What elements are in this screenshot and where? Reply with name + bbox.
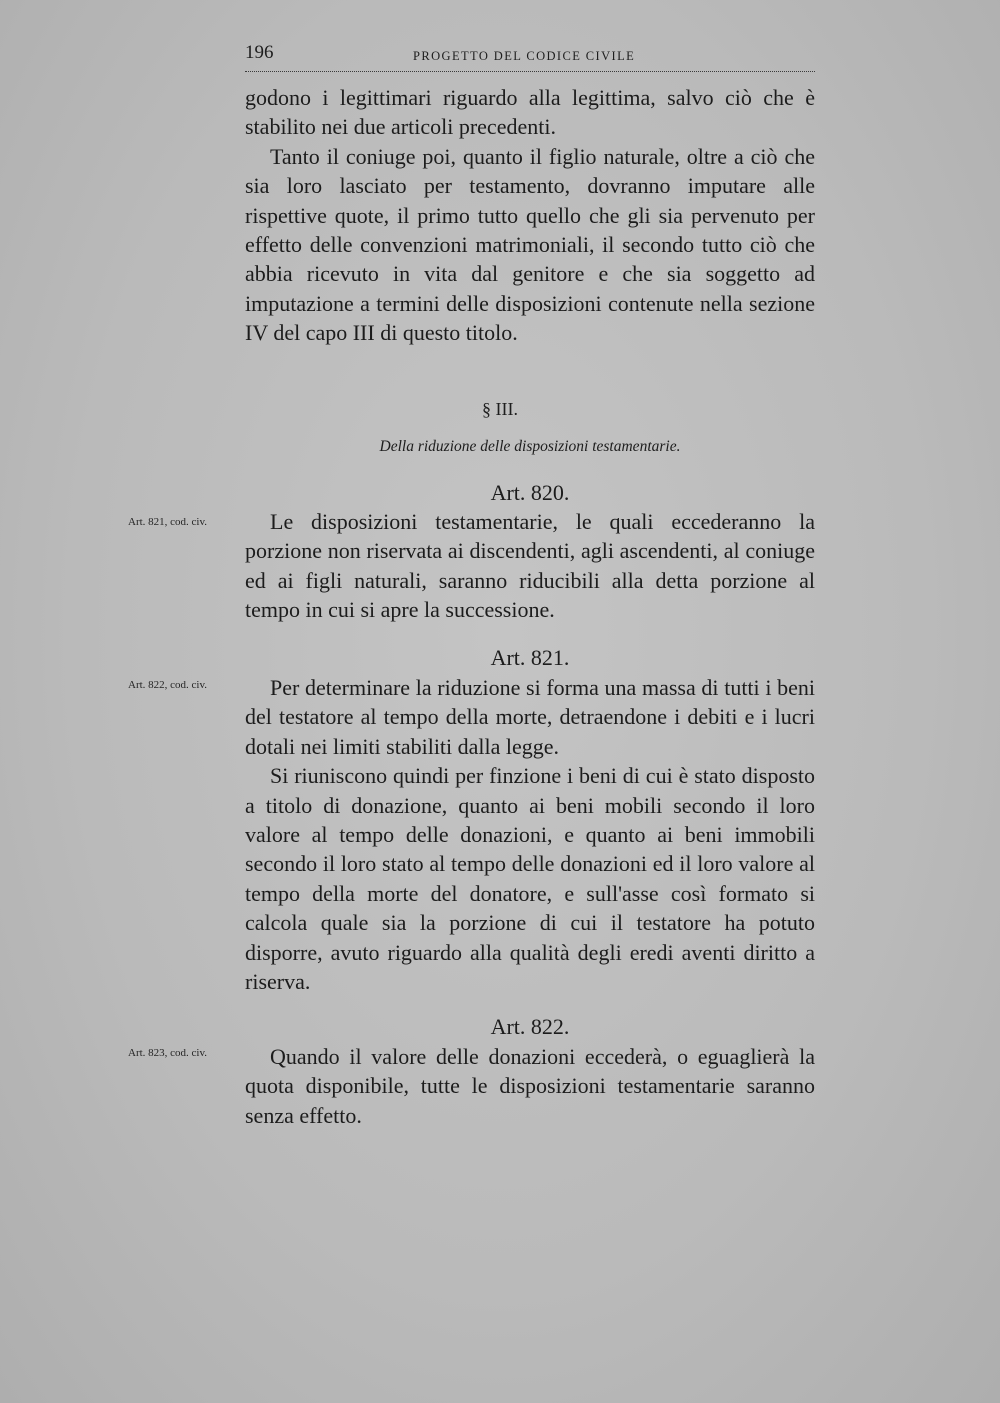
- header-rule: [245, 71, 815, 72]
- page-header: [245, 42, 815, 72]
- running-title: PROGETTO DEL CODICE CIVILE: [413, 49, 636, 63]
- marginal-note: Art. 823, cod. civ.: [128, 1047, 208, 1059]
- article-body: [245, 1042, 815, 1130]
- article-body: [245, 507, 815, 625]
- section-mark: § III.: [482, 399, 518, 419]
- marginal-note: Art. 822, cod. civ.: [128, 679, 208, 691]
- marginal-note: Art. 821, cod. civ.: [128, 516, 208, 528]
- page-number: 196: [245, 42, 274, 63]
- paragraph: Si riuniscono quindi per finzione i beni di cui è stato disposto a titolo di donazione, quanto ai beni mobili secondo il loro valore al tempo delle donazioni, e quanto ai beni immobili secondo il loro stato al tempo delle donazioni ed il loro valore al tempo della morte del donatore, e sull'asse così formato si calcola quale sia la porzione di cui il testatore ha potuto disporre, avuto riguardo alla qualità degli eredi aventi diritto a riserva.: [245, 763, 815, 995]
- paragraph: Tanto il coniuge poi, quanto il figlio naturale, oltre a ciò che sia loro lasciato per testamento, dovranno imputare alle rispettive quote, il primo tutto quello che gli sia pervenuto per effetto delle convenzioni matrimoniali, il secondo tutto ciò che abbia ricevuto in vita dal genitore e che sia soggetto ad imputazione a termini delle disposizioni contenute nella sezione IV del capo III di questo titolo.: [245, 143, 815, 346]
- paragraph: godono i legittimari riguardo alla legittima, salvo ciò che è stabilito nei due articoli precedenti.: [245, 85, 815, 140]
- section-title: Della riduzione delle disposizioni testamentarie.: [379, 438, 681, 455]
- paragraph: Quando il valore delle donazioni eccederà, o eguaglierà la quota disponibile, tutte le disposizioni testamentarie saranno senza effetto.: [245, 1044, 815, 1128]
- article-heading: Art. 822.: [490, 1014, 570, 1039]
- paragraph: Le disposizioni testamentarie, le quali eccederanno la porzione non riservata ai discendenti, agli ascendenti, al coniuge ed ai figli naturali, saranno riducibili alla detta porzione al tempo in cui si apre la successione.: [245, 509, 815, 623]
- article-body: [245, 673, 815, 996]
- continued-text: [245, 83, 815, 348]
- article-heading: Art. 820.: [490, 480, 570, 505]
- paragraph: Per determinare la riduzione si forma una massa di tutti i beni del testatore al tempo della morte, detraendone i debiti e i lucri dotali nei limiti stabiliti dalla legge.: [245, 675, 815, 759]
- article-heading: Art. 821.: [490, 645, 570, 670]
